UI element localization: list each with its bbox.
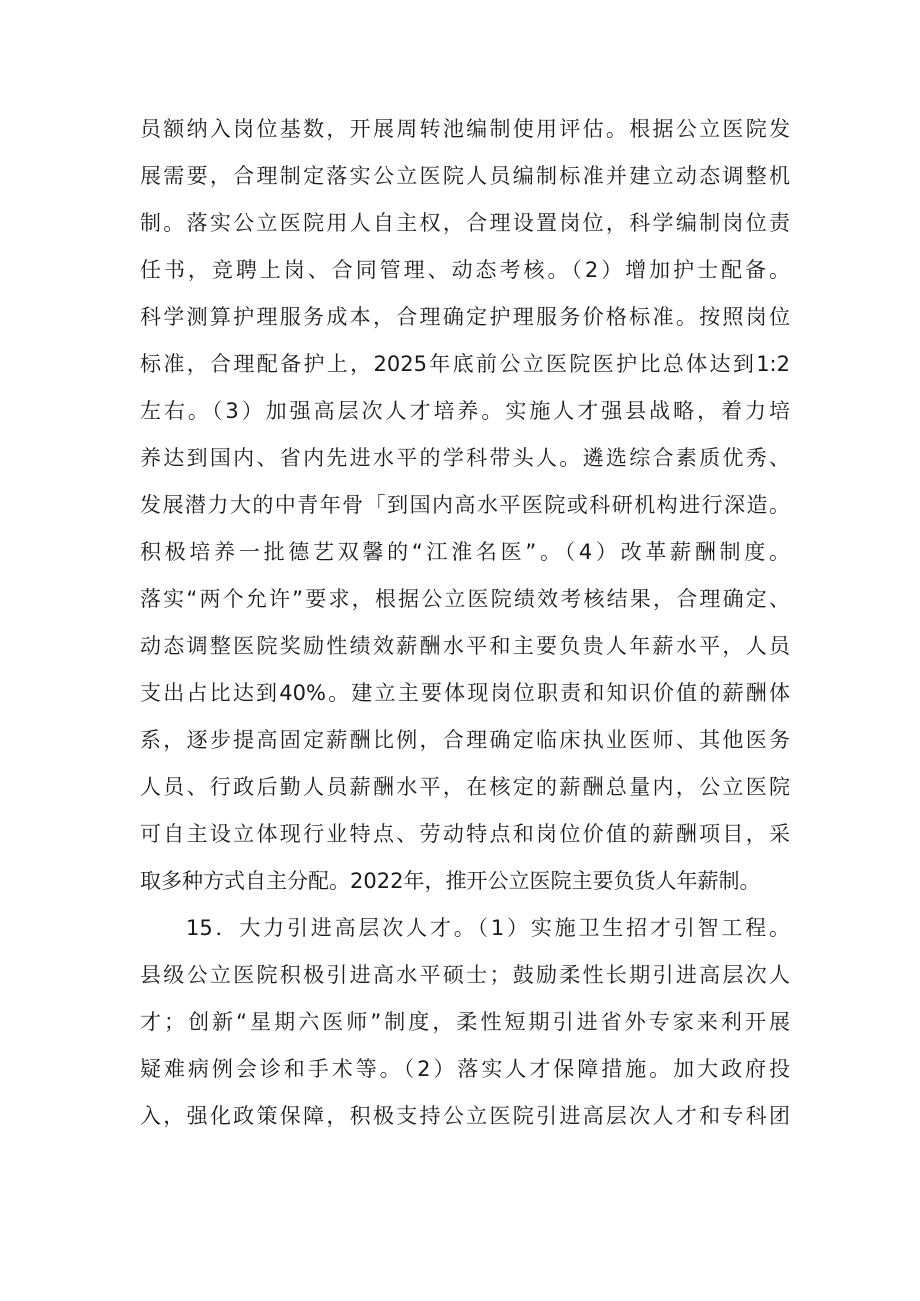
text-line: 标准，合理配备护上，2025年底前公立医院医护比总体达到1:2 xyxy=(140,352,790,376)
text-line: 养达到国内、省内先进水平的学科带头人。遴选综合素质优秀、 xyxy=(140,446,790,470)
text-line: 人员、行政后勤人员薪酬水平，在核定的薪酬总量内，公立医院 xyxy=(140,775,790,799)
paragraph-staffing-reform xyxy=(140,106,790,905)
text-line: 展需要，合理制定落实公立医院人员编制标准并建立动态调整机 xyxy=(140,164,790,188)
text-line: 任书，竞聘上岗、合同管理、动态考核。（2）增加护士配备。 xyxy=(140,258,790,282)
text-line: 疑难病例会诊和手术等。（2）落实人才保障措施。加大政府投 xyxy=(140,1057,790,1081)
text-line: 动态调整医院奖励性绩效薪酬水平和主要负贵人年薪水平，人员 xyxy=(140,634,790,658)
document-body xyxy=(140,106,790,1140)
text-line: 积极培养一批德艺双馨的“江淮名医”。（4）改革薪酬制度。 xyxy=(140,540,790,564)
text-line: 才；创新“星期六医师”制度，柔性短期引进省外专家来利开展 xyxy=(140,1010,790,1034)
text-line: 支出占比达到40%。建立主要体现岗位职责和知识价值的薪酬体 xyxy=(140,681,790,705)
section-heading-line: 15．大力引进高层次人才。（1）实施卫生招才引智工程。 xyxy=(186,916,790,940)
text-line: 县级公立医院积极引进高水平硕士；鼓励柔性长期引进高层次人 xyxy=(140,963,790,987)
text-line: 员额纳入岗位基数，开展周转池编制使用评估。根据公立医院发 xyxy=(140,117,790,141)
paragraph-talent-recruitment xyxy=(140,905,790,1140)
text-line: 科学测算护理服务成本，合理确定护理服务价格标准。按照岗位 xyxy=(140,305,790,329)
text-line: 入，强化政策保障，积极支持公立医院引进高层次人才和专科团 xyxy=(140,1104,790,1128)
text-line: 发展潜力大的中青年骨「到国内高水平医院或科研机构进行深造。 xyxy=(140,493,790,517)
text-line: 系，逐步提高固定薪酬比例，合理确定临床执业医师、其他医务 xyxy=(140,728,790,752)
text-line: 取多种方式自主分配。2022年，推开公立医院主要负货人年薪制。 xyxy=(140,869,761,893)
text-line: 左右。（3）加强高层次人才培养。实施人才强县战略，着力培 xyxy=(140,399,790,423)
text-line: 制。落实公立医院用人自主权，合理设置岗位，科学编制岗位责 xyxy=(140,211,790,235)
text-line: 落实“两个允许”要求，根据公立医院绩效考核结果，合理确定、 xyxy=(140,587,790,611)
text-line: 可自主设立体现行业特点、劳动特点和岗位价值的薪酬项目，采 xyxy=(140,822,790,846)
